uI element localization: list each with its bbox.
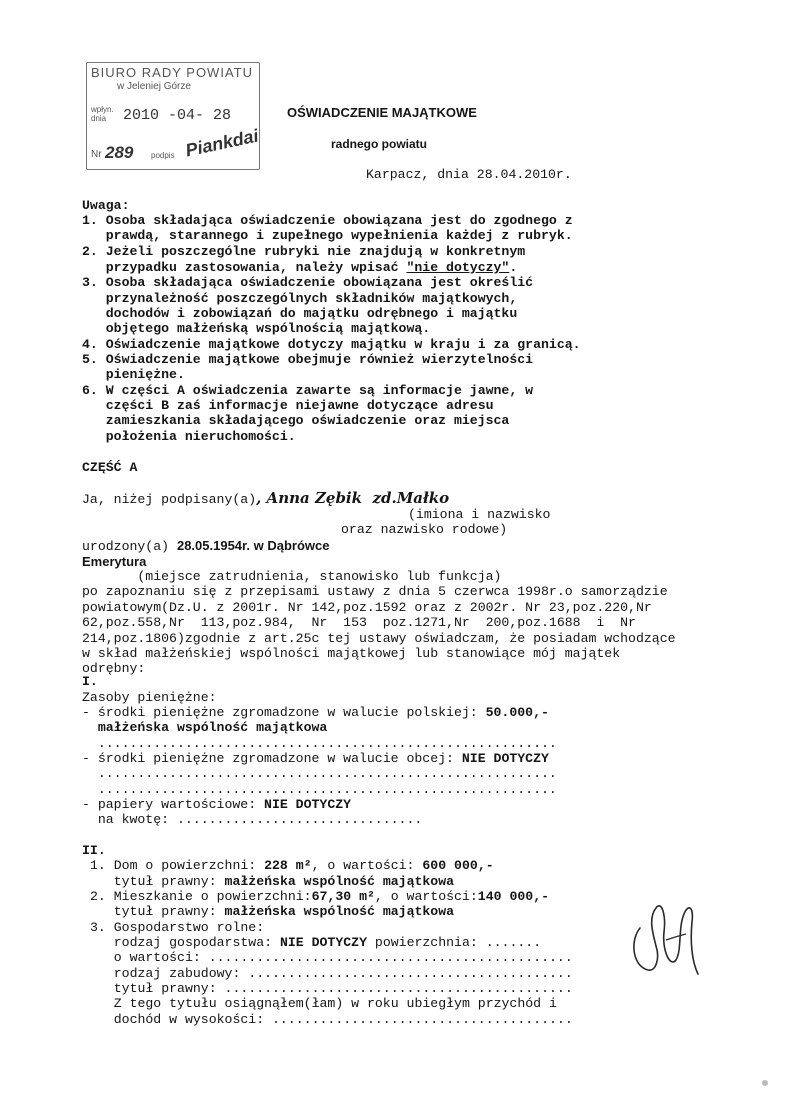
law-line: w skład małżeńskiej wspólności majątkowej lub stanowiące mój majątek xyxy=(82,646,621,661)
house-value-label: , o wartości: xyxy=(311,858,423,873)
law-line: 62,poz.558,Nr 113,poz.984, Nr 153 poz.1271,Nr 200,poz.1688 i Nr xyxy=(82,615,636,630)
stamp-number: 289 xyxy=(105,143,134,162)
house-value: 600 000,- xyxy=(422,858,494,873)
foreign-label: - środki pieniężne zgromadzone w walucie obcej: xyxy=(82,751,462,766)
initials-signature xyxy=(626,888,708,984)
nie-dotyczy-quote: "nie dotyczy" xyxy=(406,260,510,275)
farm-line: o wartości: .............................................. xyxy=(90,950,573,965)
farm-line: tytuł prawny: ............................................ xyxy=(90,981,573,996)
uwaga-line: 2. Jeżeli poszczególne rubryki nie znajdują w konkretnym xyxy=(82,244,526,259)
uwaga-line: objętego małżeńską wspólnością majątkową. xyxy=(82,321,431,336)
title-label: tytuł prawny: xyxy=(90,904,225,919)
flat-value-label: , o wartości: xyxy=(374,889,478,904)
document-title: OŚWIADCZENIE MAJĄTKOWE xyxy=(287,105,477,120)
stamp-signature-label: podpis xyxy=(151,151,175,160)
uwaga-line: zamieszkania składającego oświadczenie oraz miejsca xyxy=(82,413,510,428)
farm-type-label: rodzaj gospodarstwa: xyxy=(90,935,280,950)
title-label: tytuł prawny: xyxy=(90,874,225,889)
house-line xyxy=(90,858,494,873)
pln-line xyxy=(82,705,549,720)
farm-line: rodzaj zabudowy: ......................................... xyxy=(90,966,573,981)
registry-stamp xyxy=(86,62,260,170)
uwaga-line: prawdą, starannego i zupełnego wypełnienia każdej z rubryk. xyxy=(82,228,573,243)
farm-type-line xyxy=(90,935,541,950)
flat-title-line xyxy=(90,904,454,919)
uwaga-text: . xyxy=(509,260,518,275)
uwaga-line-2b xyxy=(82,260,517,275)
stamp-city: w Jeleniej Górze xyxy=(117,81,191,92)
house-title-line xyxy=(90,874,454,889)
foreign-value: NIE DOTYCZY xyxy=(461,751,549,766)
uwaga-line: pieniężne. xyxy=(82,367,185,382)
declarant-name: , Anna Zębik zd.Małko xyxy=(256,489,450,507)
farm-type-value: NIE DOTYCZY xyxy=(279,935,367,950)
maiden-caption: oraz nazwisko rodowe) xyxy=(341,522,508,537)
declarant-line xyxy=(82,491,449,507)
house-label: 1. Dom o powierzchni: xyxy=(90,858,265,873)
section-ii-heading: II. xyxy=(82,843,106,858)
securities-label: - papiery wartościowe: xyxy=(82,797,265,812)
cash-heading: Zasoby pieniężne: xyxy=(82,690,217,705)
dots: .......................................................... xyxy=(82,736,557,751)
stamp-office: BIURO RADY POWIATU xyxy=(91,65,253,80)
securities-line xyxy=(82,797,351,812)
born-line xyxy=(82,538,329,554)
farm-heading: 3. Gospodarstwo rolne: xyxy=(90,920,265,935)
uwaga-line: 3. Osoba składająca oświadczenie obowiązana jest określić xyxy=(82,275,534,290)
names-caption: (imiona i nazwisko xyxy=(408,507,551,522)
document-subtitle: radnego powiatu xyxy=(331,137,427,151)
stamp-number-label: Nr xyxy=(91,149,102,160)
law-line: po zapoznaniu się z przepisami ustawy z dnia 5 czerwca 1998r.o samorządzie xyxy=(82,584,668,599)
uwaga-line: 5. Oświadczenie majątkowe obejmuje również wierzytelności xyxy=(82,352,534,367)
securities-amount: na kwotę: ............................... xyxy=(82,812,423,827)
uwaga-heading: Uwaga: xyxy=(82,198,130,213)
dots: .......................................................... xyxy=(82,782,557,797)
stamp-signature: Piankdai xyxy=(183,125,261,161)
job-caption: (miejsce zatrudnienia, stanowisko lub funkcja) xyxy=(82,569,502,584)
flat-label: 2. Mieszkanie o powierzchni: xyxy=(90,889,312,904)
farm-area-label: powierzchnia: ....... xyxy=(367,935,542,950)
born-label: urodzony(a) xyxy=(82,539,177,554)
law-line: powiatowym(Dz.U. z 2001r. Nr 142,poz.1592 oraz z 2002r. Nr 23,poz.220,Nr xyxy=(82,600,652,615)
uwaga-line: 4. Oświadczenie majątkowe dotyczy majątku w kraju i za granicą. xyxy=(82,337,581,352)
stamp-date: 2010 -04- 28 xyxy=(123,107,232,124)
farm-line: dochód w wysokości: ...................................... xyxy=(90,1012,573,1027)
flat-line xyxy=(90,889,549,904)
uwaga-line: dochodów i zobowiązań do majątku odrębnego i majątku xyxy=(82,306,518,321)
dots: .......................................................... xyxy=(82,766,557,781)
law-line: 214,poz.1806)zgodnie z art.25c tej ustawy oświadczam, że posiadam wchodzące xyxy=(82,631,676,646)
uwaga-line: przynależność poszczególnych składników majątkowych, xyxy=(82,291,518,306)
farm-line: Z tego tytułu osiągnąłem(łam) w roku ubiegłym przychód i xyxy=(90,996,557,1011)
section-i-heading: I. xyxy=(82,674,98,689)
stamp-received-label: wpłyn. dnia xyxy=(91,105,114,123)
title-value: małżeńska wspólność majątkowa xyxy=(224,874,455,889)
declarant-label: Ja, niżej podpisany(a) xyxy=(82,492,257,507)
born-value: 28.05.1954r. w Dąbrówce xyxy=(176,538,330,553)
pln-owner: małżeńska wspólność majątkowa xyxy=(82,720,328,735)
part-a-heading: CZĘŚĆ A xyxy=(82,460,138,475)
house-area: 228 m² xyxy=(264,858,312,873)
place-date: Karpacz, dnia 28.04.2010r. xyxy=(366,167,572,182)
job-value: Emerytura xyxy=(82,554,147,569)
flat-area: 67,30 m² xyxy=(311,889,375,904)
title-value: małżeńska wspólność majątkowa xyxy=(224,904,455,919)
foreign-line xyxy=(82,751,549,766)
uwaga-line: 6. W części A oświadczenia zawarte są informacje jawne, w xyxy=(82,383,534,398)
securities-value: NIE DOTYCZY xyxy=(264,797,352,812)
uwaga-line: części B zaś informacje niejawne dotyczące adresu xyxy=(82,398,494,413)
pln-label: - środki pieniężne zgromadzone w walucie polskiej: xyxy=(82,705,486,720)
flat-value: 140 000,- xyxy=(477,889,550,904)
uwaga-line: położenia nieruchomości. xyxy=(82,429,296,444)
law-line: odrębny: xyxy=(82,661,146,676)
uwaga-line: 1. Osoba składająca oświadczenie obowiązana jest do zgodnego z xyxy=(82,213,573,228)
uwaga-text: przypadku zastosowania, należy wpisać xyxy=(82,260,407,275)
scan-speck xyxy=(762,1080,768,1086)
pln-value: 50.000,- xyxy=(485,705,549,720)
